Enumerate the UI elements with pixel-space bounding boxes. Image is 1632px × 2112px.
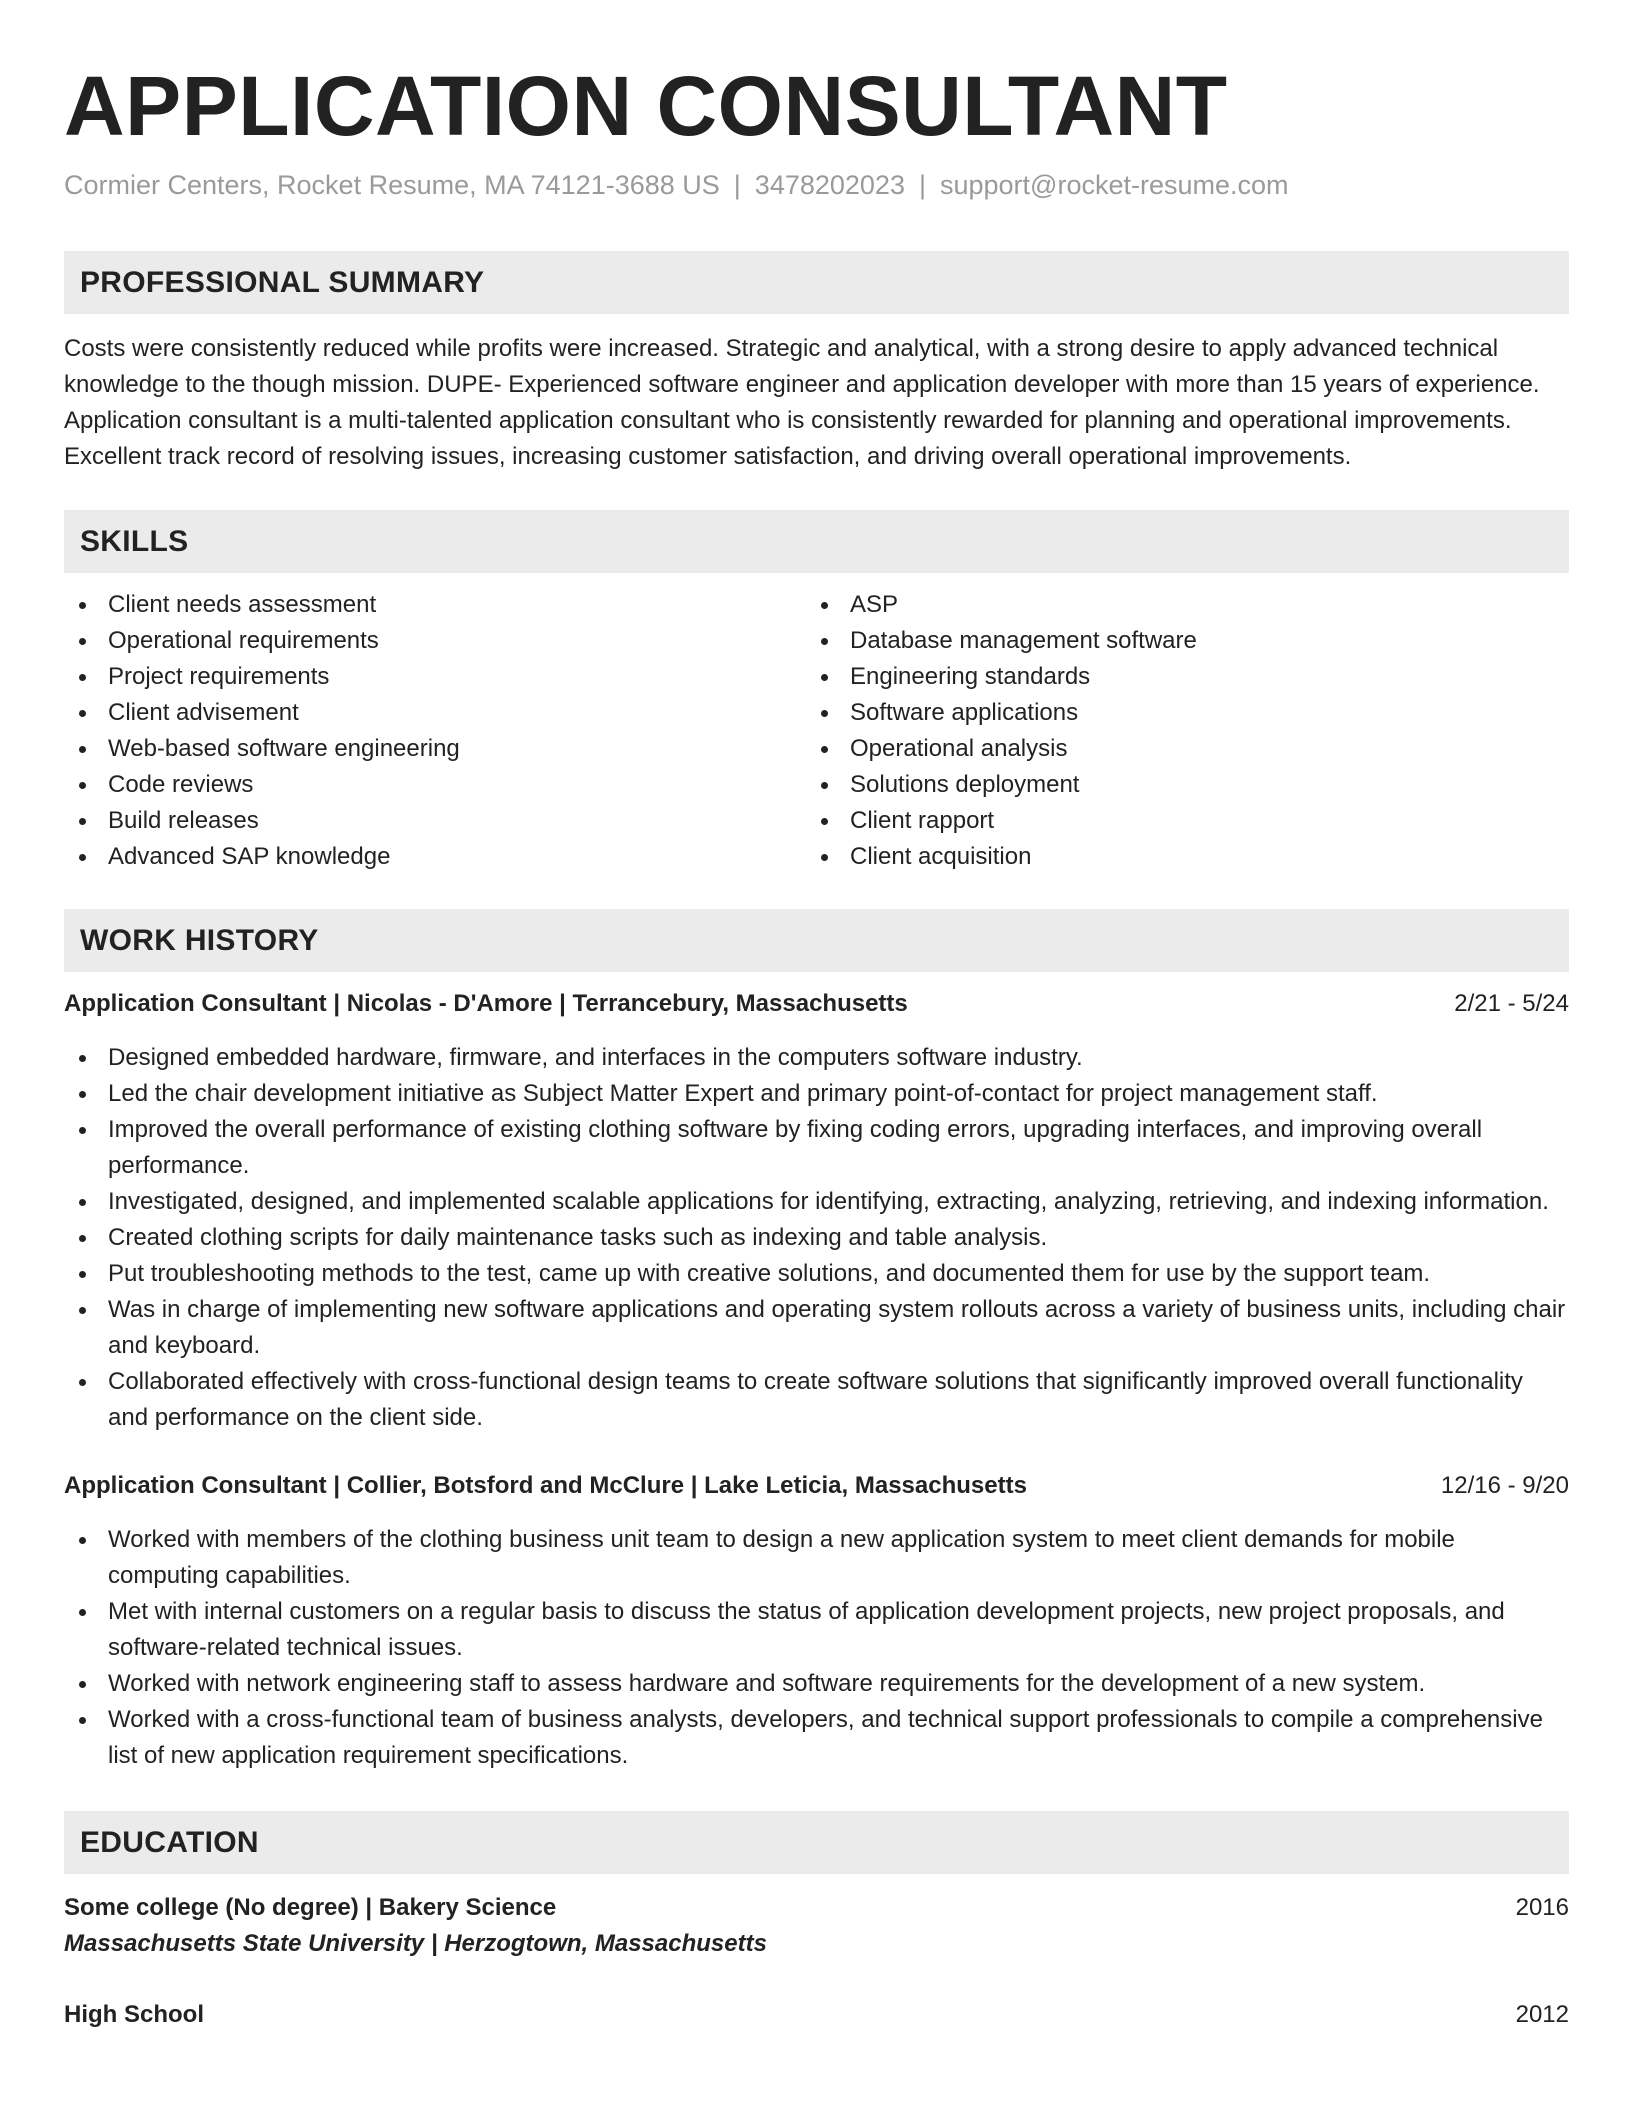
summary-text: Costs were consistently reduced while profits were increased. Strategic and analytical, with a strong desire to apply advanced technical knowledge to the though mission. DUPE- Experienced software engineer and application developer with more than 15 years of experience. Application consultant is a multi-talented application consultant who is consistently rewarded for planning and operational improvements. Excellent track record of resolving issues, increasing customer satisfaction, and driving overall operational improvements. [64, 335, 1540, 470]
skill-item: Database management software [806, 623, 1548, 659]
job-duty: Worked with network engineering staff to assess hardware and software requirements for the development of a new system. [64, 1666, 1569, 1702]
job-duty: Worked with a cross-functional team of business analysts, developers, and technical support professionals to compile a comprehensive list of new application requirement specifications. [64, 1702, 1569, 1774]
education-header [64, 1997, 1569, 2033]
skill-item: Software applications [806, 695, 1548, 731]
job-title: Application Consultant | Collier, Botsford and McClure | Lake Leticia, Massachusetts [64, 1472, 1027, 1499]
job-duty: Designed embedded hardware, firmware, and interfaces in the computers software industry. [64, 1040, 1569, 1076]
work-heading: WORK HISTORY [64, 909, 1569, 972]
summary-heading: PROFESSIONAL SUMMARY [64, 251, 1569, 314]
job-duty: Collaborated effectively with cross-functional design teams to create software solutions that significantly improved overall functionality and performance on the client side. [64, 1364, 1569, 1436]
job-header [64, 1468, 1569, 1504]
skill-item: Web-based software engineering [64, 731, 806, 767]
skills-column-left [64, 587, 806, 875]
skill-item: Advanced SAP knowledge [64, 839, 806, 875]
job-duty: Met with internal customers on a regular basis to discuss the status of application development projects, new project proposals, and software-related technical issues. [64, 1594, 1569, 1666]
skill-item: Code reviews [64, 767, 806, 803]
skill-item: Client needs assessment [64, 587, 806, 623]
job-duty: Created clothing scripts for daily maintenance tasks such as indexing and table analysis. [64, 1220, 1569, 1256]
skill-item: Client acquisition [806, 839, 1548, 875]
skills-list [64, 587, 1569, 875]
skill-item: Operational requirements [64, 623, 806, 659]
job-duty: Put troubleshooting methods to the test, came up with creative solutions, and documented them for use by the support team. [64, 1256, 1569, 1292]
skill-item: ASP [806, 587, 1548, 623]
job-duty: Led the chair development initiative as Subject Matter Expert and primary point-of-contact for project management staff. [64, 1076, 1569, 1112]
job-title: Application Consultant | Nicolas - D'Amore | Terrancebury, Massachusetts [64, 990, 908, 1017]
job-duty: Was in charge of implementing new software applications and operating system rollouts across a variety of business units, including chair and keyboard. [64, 1292, 1569, 1364]
job-duty: Worked with members of the clothing business unit team to design a new application system to meet client demands for mobile computing capabilities. [64, 1522, 1569, 1594]
job-entry [64, 1468, 1569, 1774]
skills-heading: SKILLS [64, 510, 1569, 573]
job-duties [64, 1040, 1569, 1436]
education-entry [64, 1890, 1569, 1962]
education-header [64, 1890, 1569, 1926]
education-title: High School [64, 2001, 204, 2028]
education-heading: EDUCATION [64, 1811, 1569, 1874]
contact-phone: 3478202023 [754, 170, 905, 200]
skill-item: Client rapport [806, 803, 1548, 839]
resume-name: APPLICATION CONSULTANT [64, 59, 1228, 153]
contact-address: Cormier Centers, Rocket Resume, MA 74121-3688 US [64, 170, 720, 200]
job-duty: Improved the overall performance of existing clothing software by fixing coding errors, upgrading interfaces, and improving overall performance. [64, 1112, 1569, 1184]
skills-column-right [806, 587, 1548, 875]
education-year: 2012 [1515, 2001, 1569, 2028]
skill-item: Project requirements [64, 659, 806, 695]
contact-separator: | [918, 170, 926, 200]
education-school: Massachusetts State University | Herzogtown, Massachusetts [64, 1930, 767, 1957]
job-dates: 12/16 - 9/20 [1440, 1472, 1569, 1499]
skill-item: Solutions deployment [806, 767, 1548, 803]
resume-content [64, 0, 1569, 2033]
skill-item: Client advisement [64, 695, 806, 731]
skill-item: Build releases [64, 803, 806, 839]
education-title: Some college (No degree) | Bakery Science [64, 1894, 557, 1921]
contact-line [64, 168, 1569, 202]
skill-item: Engineering standards [806, 659, 1548, 695]
job-entry [64, 986, 1569, 1436]
education-year: 2016 [1515, 1894, 1569, 1921]
job-duty: Investigated, designed, and implemented scalable applications for identifying, extracting, analyzing, retrieving, and indexing information. [64, 1184, 1569, 1220]
job-duties [64, 1522, 1569, 1774]
contact-email: support@rocket-resume.com [939, 170, 1289, 200]
contact-separator: | [733, 170, 741, 200]
education-entry [64, 1997, 1569, 2033]
job-header [64, 986, 1569, 1022]
job-dates: 2/21 - 5/24 [1454, 990, 1569, 1017]
skill-item: Operational analysis [806, 731, 1548, 767]
